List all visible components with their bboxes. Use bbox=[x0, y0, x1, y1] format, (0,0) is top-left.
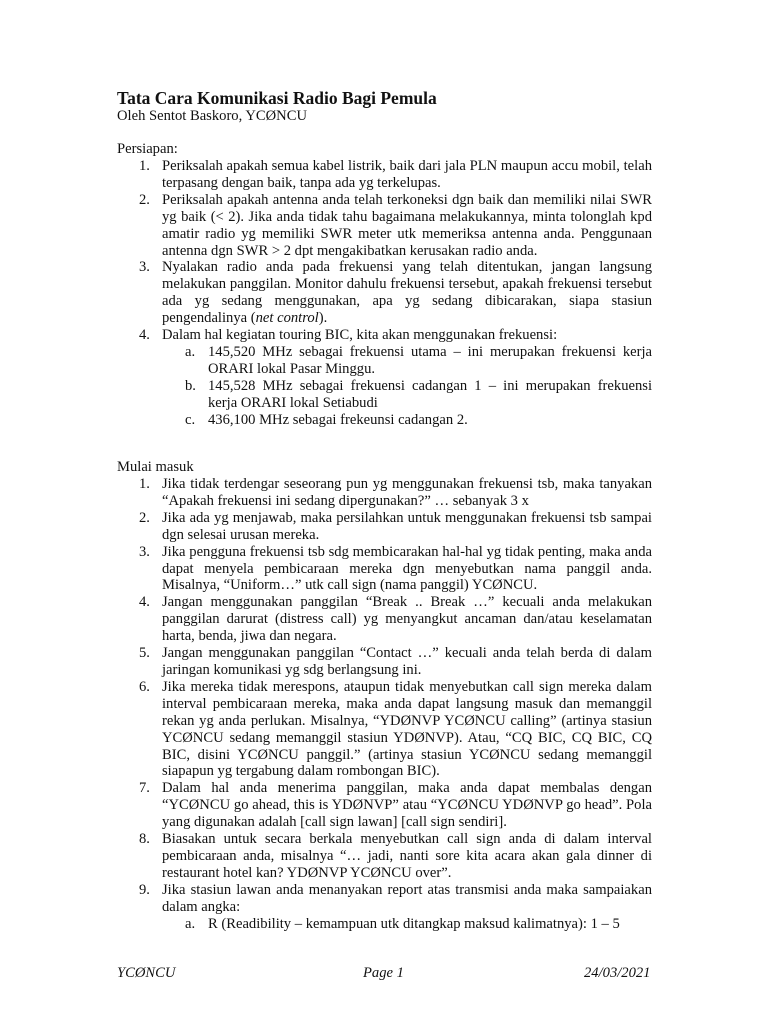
list-item-text: Dalam hal anda menerima panggilan, maka anda dapat membalas dengan “YCØNCU go ahead, this is YDØNVP” atau “YCØNCU YDØNVP go head”. Pola yang digunakan adalah [call sign lawan] [call sign sendiri]. bbox=[162, 780, 652, 831]
list-item bbox=[139, 780, 652, 831]
list-item bbox=[139, 191, 652, 260]
document-title: Tata Cara Komunikasi Radio Bagi Pemula bbox=[117, 88, 437, 108]
section-heading-persiapan: Persiapan: bbox=[117, 141, 178, 157]
list-item-text: Nyalakan radio anda pada frekuensi yang telah ditentukan, jangan langsung melakukan panggilan. Monitor dahulu frekuensi tersebut, apakah frekuensi tersebut ada yg sedang menggunakan, apa yg sedang dibicarakan, siapa stasiun pengendalinya ( bbox=[162, 259, 652, 327]
sublist-letter: a. bbox=[185, 343, 196, 360]
list-item-text-end: ). bbox=[318, 310, 328, 327]
list-item bbox=[139, 594, 652, 645]
sublist-letter: b. bbox=[185, 377, 196, 394]
frequency-sublist bbox=[162, 344, 652, 429]
list-item-text: Dalam hal kegiatan touring BIC, kita akan menggunakan frekuensi: bbox=[162, 327, 558, 344]
footer-callsign: YCØNCU bbox=[117, 965, 176, 981]
list-item bbox=[139, 327, 652, 428]
list-number: 3. bbox=[139, 543, 150, 560]
list-number: 8. bbox=[139, 831, 150, 848]
sublist-letter: a. bbox=[185, 915, 196, 932]
sublist-item-text: R (Readibility – kemampuan utk ditangkap maksud kalimatnya): 1 – 5 bbox=[208, 915, 620, 932]
list-item bbox=[139, 158, 652, 192]
section-heading-mulai-masuk: Mulai masuk bbox=[117, 459, 194, 475]
sublist-item bbox=[185, 411, 652, 429]
sublist-item bbox=[185, 915, 652, 933]
list-item bbox=[139, 678, 652, 780]
list-number: 2. bbox=[139, 509, 150, 526]
list-number: 1. bbox=[139, 158, 150, 174]
list-number: 3. bbox=[139, 259, 150, 276]
mulai-masuk-list bbox=[0, 476, 652, 932]
list-item-text: Jika mereka tidak merespons, ataupun tidak menyebutkan call sign mereka dalam interval pembicaraan mereka, maka anda dapat langsung masuk dan memanggil rekan yg anda perlukan. Misalnya, “YDØNVP YCØNCU calling” (artinya stasiun YCØNCU sedang memanggil stasiun YDØNVP). Atau, “CQ BIC, CQ BIC, CQ BIC, disini YCØNCU panggil.” (artinya stasiun YCØNCU sedang memanggil siapapun yg tergabung dalam rombongan BIC). bbox=[162, 678, 652, 780]
sublist-item-text: 145,520 MHz sebagai frekuensi utama – ini merupakan frekuensi kerja ORARI lokal Pasar Minggu. bbox=[208, 343, 652, 377]
persiapan-list bbox=[0, 158, 652, 429]
list-number: 2. bbox=[139, 191, 150, 208]
list-item-text: Jika tidak terdengar seseorang pun yg menggunakan frekuensi tsb, maka tanyakan “Apakah frekuensi ini sedang dipergunakan?” … sebanyak 3 x bbox=[162, 476, 652, 509]
list-number: 5. bbox=[139, 645, 150, 662]
footer-page-number: Page 1 bbox=[363, 965, 404, 981]
sublist-item-text: 145,528 MHz sebagai frekuensi cadangan 1 – ini merupakan frekuensi kerja ORARI lokal Setiabudi bbox=[208, 377, 652, 411]
list-number: 6. bbox=[139, 678, 150, 695]
list-item-text: Jangan menggunakan panggilan “Contact …” kecuali anda telah berda di dalam jaringan komunikasi yg sdg berlangsung ini. bbox=[162, 645, 652, 678]
list-item-text: Jika stasiun lawan anda menanyakan report atas transmisi anda maka sampaiakan dalam angka: bbox=[162, 881, 652, 915]
sublist-item bbox=[185, 343, 652, 378]
list-item bbox=[139, 543, 652, 595]
list-item bbox=[139, 831, 652, 882]
list-item-text: Periksalah apakah semua kabel listrik, baik dari jala PLN maupun accu mobil, telah terpasang dengan baik, tanpa ada yg terkelupas. bbox=[162, 158, 652, 191]
list-item-text: Jika pengguna frekuensi tsb sdg membicarakan hal-hal yg tidak penting, maka anda dapat menyela pembicaraan mereka dgn menyebutkan nama panggil anda. Misalnya, “Uniform…” utk call sign (nama panggil) YCØNCU. bbox=[162, 543, 652, 594]
sublist-item bbox=[185, 377, 652, 412]
list-item-text: Biasakan untuk secara berkala menyebutkan call sign anda di dalam interval pembicaraan anda, misalnya “… jadi, nanti sore kita acara akan gala dinner di restaurant hotel kan? YDØNVP YCØNCU over”. bbox=[162, 831, 652, 881]
list-item-text: Periksalah apakah antenna anda telah terkoneksi dgn baik dan memiliki nilai SWR yg baik (< 2). Jika anda tidak tahu bagaimana melakukannya, minta tolonglah kpd amatir radio yg memiliki SWR meter utk memeriksa antenna anda. Penggunaan antenna dgn SWR > 2 dpt mengakibatkan kerusakan radio anda. bbox=[162, 191, 652, 259]
footer-date: 24/03/2021 bbox=[584, 965, 651, 981]
list-number: 9. bbox=[139, 881, 150, 898]
list-number: 4. bbox=[139, 327, 150, 344]
list-number: 7. bbox=[139, 780, 150, 797]
sublist-item-text: 436,100 MHz sebagai frekeunsi cadangan 2. bbox=[208, 411, 468, 428]
document-author: Oleh Sentot Baskoro, YCØNCU bbox=[117, 108, 307, 124]
list-item bbox=[139, 881, 652, 933]
list-item bbox=[139, 509, 652, 544]
list-item bbox=[139, 259, 652, 327]
list-item bbox=[139, 645, 652, 679]
report-sublist bbox=[162, 916, 652, 933]
list-item bbox=[139, 476, 652, 510]
list-number: 4. bbox=[139, 594, 150, 611]
sublist-letter: c. bbox=[185, 411, 196, 428]
italic-term: net control bbox=[255, 310, 319, 327]
list-item-text: Jika ada yg menjawab, maka persilahkan untuk menggunakan frekuensi tsb sampai dgn selesai urusan mereka. bbox=[162, 509, 652, 543]
list-item-text: Jangan menggunakan panggilan “Break .. Break …” kecuali anda melakukan panggilan darurat (distress call) yg menyangkut ancaman dan/atau keselamatan harta, benda, jiwa dan negara. bbox=[162, 594, 652, 645]
list-number: 1. bbox=[139, 476, 150, 492]
